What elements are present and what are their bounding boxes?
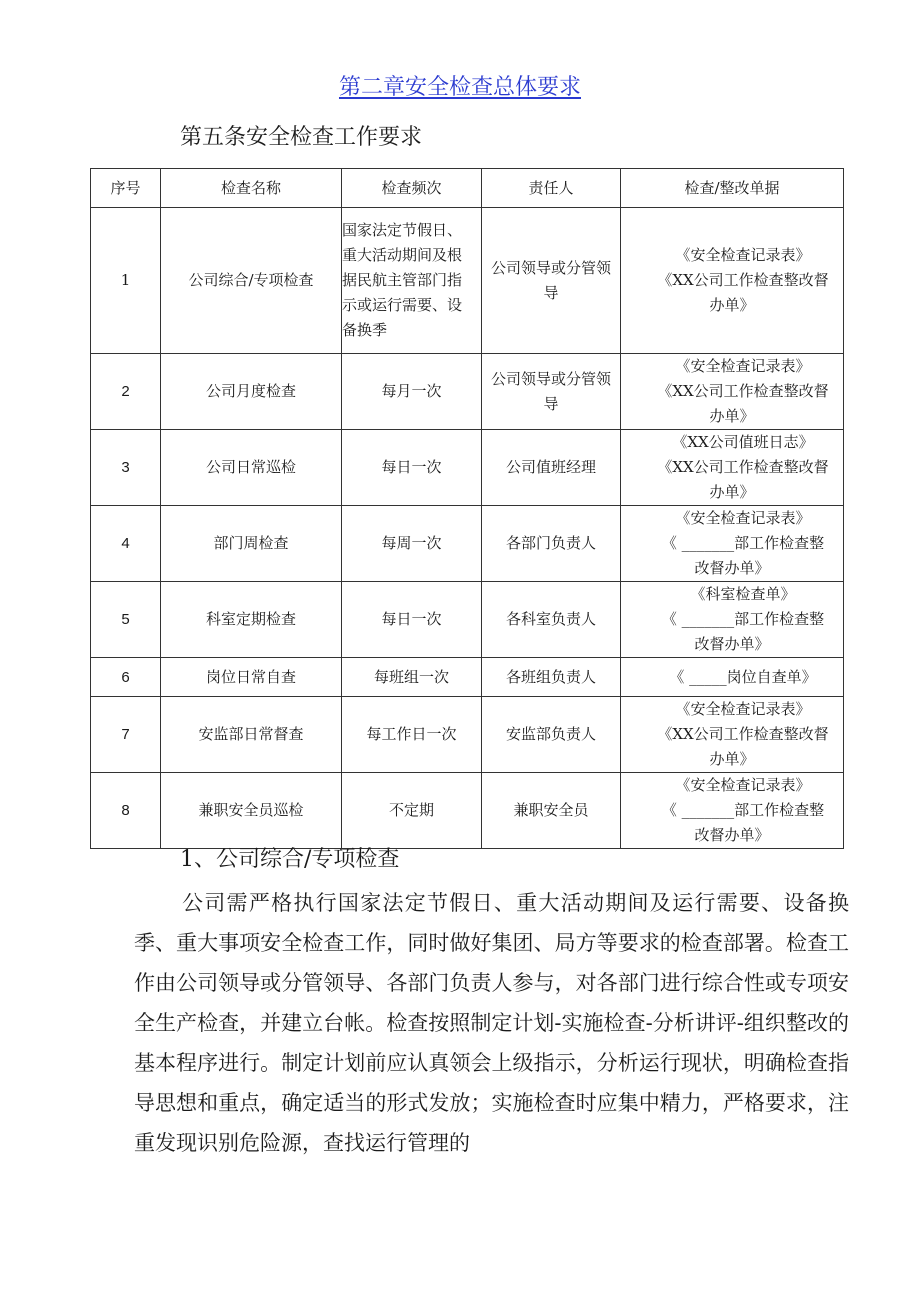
person-line: 各班组负责人 (505, 667, 596, 686)
cell-documents (621, 582, 844, 658)
header-name: 检查名称 (161, 169, 342, 208)
frequency-line: 重大活动期间及根 (342, 246, 463, 264)
table-row (91, 208, 844, 354)
document-line: 改督办单》 (694, 635, 770, 653)
table-row (91, 354, 844, 430)
sub-heading: 1、公司综合/专项检查 (180, 847, 400, 872)
cell-frequency (342, 208, 482, 354)
table-row (91, 582, 844, 658)
frequency-line: 每工作日一次 (366, 725, 457, 743)
frequency-line: 备换季 (342, 321, 388, 339)
cell-person (482, 354, 621, 430)
cell-name: 岗位日常自查 (161, 658, 342, 697)
document-line: 办单》 (709, 407, 755, 425)
cell-frequency (342, 773, 482, 849)
document-line: 《科室检查单》 (690, 585, 796, 603)
cell-documents (621, 208, 844, 354)
chapter-title: 第二章安全检查总体要求 (338, 75, 581, 100)
cell-documents (621, 430, 844, 506)
body-paragraph: 公司需严格执行国家法定节假日、重大活动期间及运行需要、设备换季、重大事项安全检查工作，同时做好集团、局方等要求的检查部署。检查工作由公司领导或分管领导、各部门负责人参与，对各部门进行综合性或专项安全生产检查，并建立台帐。检查按照制定计划-实施检查-分析讲评-组织整改的基本程序进行。制定计划前应认真领会上级指示，分析运行现状，明确检查指导思想和重点，确定适当的形式发放；实施检查时应集中精力，严格要求，注重发现识别危险源，查找运行管理的 (134, 891, 849, 1155)
document-line: 《XX公司工作检查整改督 (657, 725, 829, 743)
table-row (91, 773, 844, 849)
table-header-row (91, 169, 844, 208)
cell-person (482, 430, 621, 506)
frequency-line: 每日一次 (381, 610, 442, 628)
table-row (91, 658, 844, 697)
person-line: 各科室负责人 (505, 610, 596, 628)
frequency-line: 每月一次 (381, 382, 442, 400)
cell-no: 8 (91, 773, 161, 849)
document-line: 《 _______部工作检查整 (661, 534, 825, 552)
cell-documents (621, 697, 844, 773)
document-line: 办单》 (709, 750, 755, 768)
cell-frequency (342, 354, 482, 430)
cell-name: 兼职安全员巡检 (161, 773, 342, 849)
document-line: 《XX公司值班日志》 (672, 433, 814, 451)
person-line: 公司领导或分管领 (490, 258, 611, 277)
cell-name: 科室定期检查 (161, 582, 342, 658)
document-line: 改督办单》 (694, 826, 770, 844)
cell-person (482, 773, 621, 849)
cell-name: 安监部日常督查 (161, 697, 342, 773)
cell-no: 2 (91, 354, 161, 430)
cell-documents (621, 354, 844, 430)
document-line: 《安全检查记录表》 (675, 700, 811, 718)
header-frequency: 检查频次 (342, 169, 482, 208)
document-line: 办单》 (709, 483, 755, 501)
document-line: 《 _______部工作检查整 (661, 610, 825, 628)
person-line: 公司领导或分管领 (490, 369, 611, 388)
cell-no: 6 (91, 658, 161, 697)
cell-documents (621, 773, 844, 849)
cell-documents (621, 658, 844, 697)
frequency-line: 每周一次 (381, 534, 442, 552)
cell-no: 3 (91, 430, 161, 506)
document-line: 《 _____岗位自查单》 (669, 667, 817, 686)
cell-name: 公司月度检查 (161, 354, 342, 430)
person-line: 导 (543, 283, 559, 302)
table-row (91, 506, 844, 582)
cell-frequency (342, 506, 482, 582)
cell-frequency (342, 430, 482, 506)
person-line: 导 (543, 394, 559, 413)
cell-no: 4 (91, 506, 161, 582)
cell-person (482, 697, 621, 773)
document-line: 《安全检查记录表》 (675, 357, 811, 375)
cell-name: 公司综合/专项检查 (161, 208, 342, 354)
frequency-line: 示或运行需要、设 (342, 296, 463, 314)
cell-person (482, 208, 621, 354)
cell-person (482, 658, 621, 697)
cell-name: 部门周检查 (161, 506, 342, 582)
cell-person (482, 506, 621, 582)
cell-no: 5 (91, 582, 161, 658)
header-no: 序号 (91, 169, 161, 208)
frequency-line: 每班组一次 (373, 667, 449, 686)
frequency-line: 据民航主管部门指 (342, 271, 463, 289)
document-line: 《XX公司工作检查整改督 (657, 271, 829, 289)
cell-frequency (342, 658, 482, 697)
cell-name: 公司日常巡检 (161, 430, 342, 506)
cell-person (482, 582, 621, 658)
document-line: 《安全检查记录表》 (675, 776, 811, 794)
document-line: 《XX公司工作检查整改督 (657, 458, 829, 476)
cell-documents (621, 506, 844, 582)
cell-frequency (342, 697, 482, 773)
table-row (91, 430, 844, 506)
frequency-line: 每日一次 (381, 458, 442, 476)
person-line: 兼职安全员 (513, 801, 589, 819)
header-documents: 检查/整改单据 (621, 169, 844, 208)
document-line: 《 _______部工作检查整 (661, 801, 825, 819)
section-title: 第五条安全检查工作要求 (180, 125, 423, 150)
document-line: 《XX公司工作检查整改督 (657, 382, 829, 400)
document-line: 《安全检查记录表》 (675, 509, 811, 527)
person-line: 公司值班经理 (505, 458, 596, 476)
table-row (91, 697, 844, 773)
frequency-line: 国家法定节假日、 (342, 221, 463, 239)
cell-no: 7 (91, 697, 161, 773)
person-line: 各部门负责人 (505, 534, 596, 552)
document-line: 办单》 (709, 296, 755, 314)
cell-no: 1 (91, 208, 161, 354)
document-line: 改督办单》 (694, 559, 770, 577)
header-person: 责任人 (482, 169, 621, 208)
frequency-line: 不定期 (388, 801, 434, 819)
inspection-table (90, 168, 844, 849)
document-line: 《安全检查记录表》 (675, 246, 811, 264)
person-line: 安监部负责人 (505, 725, 596, 743)
cell-frequency (342, 582, 482, 658)
